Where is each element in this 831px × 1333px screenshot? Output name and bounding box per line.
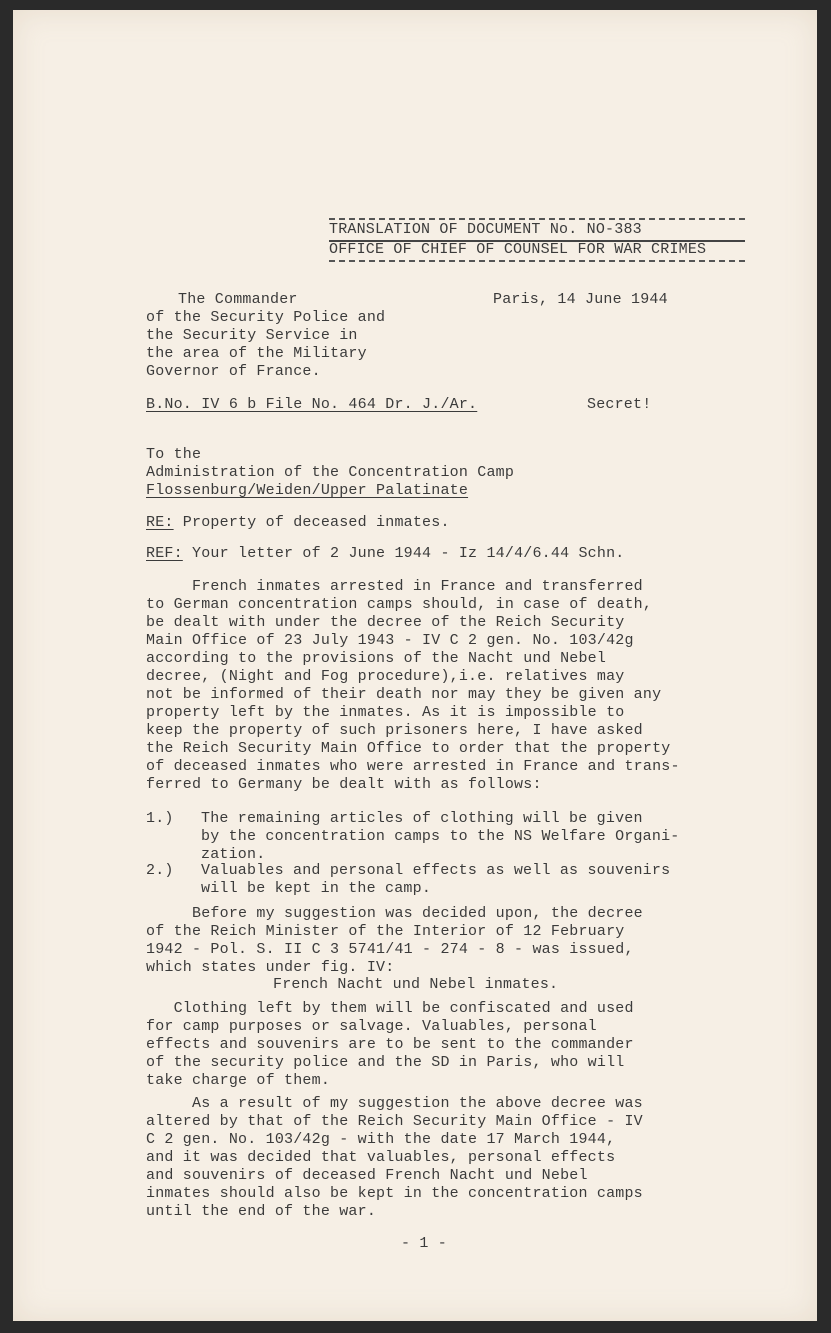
paragraph-3-line: for camp purposes or salvage. Valuables, personal <box>146 1018 597 1035</box>
header-line-1: TRANSLATION OF DOCUMENT No. NO-383 <box>329 221 642 238</box>
header-bottom-rule <box>329 260 745 262</box>
sender-line: the area of the Military <box>146 345 367 362</box>
paragraph-2-line: of the Reich Minister of the Interior of 12 February <box>146 923 625 940</box>
paragraph-1-line: decree, (Night and Fog procedure),i.e. relatives may <box>146 668 625 685</box>
paragraph-3-line: take charge of them. <box>146 1072 331 1089</box>
sender-line: of the Security Police and <box>146 309 386 326</box>
paragraph-1-line: not be informed of their death nor may they be given any <box>146 686 662 703</box>
paragraph-3-line: of the security police and the SD in Paris, who will <box>146 1054 625 1071</box>
paragraph-1-line: Main Office of 23 July 1943 - IV C 2 gen. No. 103/42g <box>146 632 634 649</box>
sender-line: the Security Service in <box>146 327 358 344</box>
paragraph-1-line: the Reich Security Main Office to order that the property <box>146 740 671 757</box>
paragraph-4-line: As a result of my suggestion the above decree was <box>146 1095 643 1112</box>
paragraph-1-line: property left by the inmates. As it is impossible to <box>146 704 625 721</box>
document-page <box>13 10 817 1321</box>
paragraph-4-line: inmates should also be kept in the concentration camps <box>146 1185 643 1202</box>
classification-mark: Secret! <box>587 396 652 413</box>
paragraph-2-line: which states under fig. IV: <box>146 959 395 976</box>
paragraph-4-line: altered by that of the Reich Security Main Office - IV <box>146 1113 643 1130</box>
addressee-line: Administration of the Concentration Camp <box>146 464 515 481</box>
list-item-line: The remaining articles of clothing will be given <box>201 810 643 827</box>
list-item-line: zation. <box>201 846 266 863</box>
sender-line: Governor of France. <box>146 363 321 380</box>
page-number: - 1 - <box>401 1235 448 1252</box>
list-item-line: by the concentration camps to the NS Welfare Organi- <box>201 828 680 845</box>
paragraph-2-line: 1942 - Pol. S. II C 3 5741/41 - 274 - 8 - was issued, <box>146 941 634 958</box>
reference-text: Your letter of 2 June 1944 - Iz 14/4/6.44 Schn. <box>182 545 625 562</box>
paragraph-3-line: effects and souvenirs are to be sent to the commander <box>146 1036 634 1053</box>
subject-text: Property of deceased inmates. <box>173 514 450 531</box>
paragraph-4-line: and souvenirs of deceased French Nacht und Nebel <box>146 1167 588 1184</box>
sender-line: The Commander <box>178 291 298 308</box>
addressee-line: Flossenburg/Weiden/Upper Palatinate <box>146 482 469 499</box>
list-item-number: 1.) <box>146 810 174 827</box>
paragraph-1-line: keep the property of such prisoners here, I have asked <box>146 722 643 739</box>
subject-label: RE: <box>146 514 174 531</box>
paragraph-1-line: be dealt with under the decree of the Reich Security <box>146 614 625 631</box>
paragraph-1-line: of deceased inmates who were arrested in France and trans- <box>146 758 680 775</box>
paragraph-2-line: Before my suggestion was decided upon, the decree <box>146 905 643 922</box>
paragraph-1-line: to German concentration camps should, in case of death, <box>146 596 653 613</box>
paragraph-4-line: C 2 gen. No. 103/42g - with the date 17 March 1944, <box>146 1131 616 1148</box>
file-reference: B.No. IV 6 b File No. 464 Dr. J./Ar. <box>146 396 478 413</box>
list-item-line: will be kept in the camp. <box>201 880 432 897</box>
paragraph-1-line: ferred to Germany be dealt with as follows: <box>146 776 542 793</box>
reference-label: REF: <box>146 545 183 562</box>
paragraph-3-line: Clothing left by them will be confiscated and used <box>146 1000 634 1017</box>
centered-line: French Nacht und Nebel inmates. <box>273 976 559 993</box>
subject-line <box>146 514 450 532</box>
list-item-line: Valuables and personal effects as well as souvenirs <box>201 862 671 879</box>
reference-line <box>146 545 624 563</box>
header-top-rule <box>329 218 745 220</box>
header-line-2: OFFICE OF CHIEF OF COUNSEL FOR WAR CRIMES <box>329 241 707 258</box>
place-date: Paris, 14 June 1944 <box>493 291 668 308</box>
paragraph-4-line: until the end of the war. <box>146 1203 377 1220</box>
list-item-number: 2.) <box>146 862 174 879</box>
addressee-line: To the <box>146 446 202 463</box>
paragraph-1-line: according to the provisions of the Nacht und Nebel <box>146 650 607 667</box>
paragraph-1-line: French inmates arrested in France and transferred <box>146 578 643 595</box>
paragraph-4-line: and it was decided that valuables, personal effects <box>146 1149 616 1166</box>
